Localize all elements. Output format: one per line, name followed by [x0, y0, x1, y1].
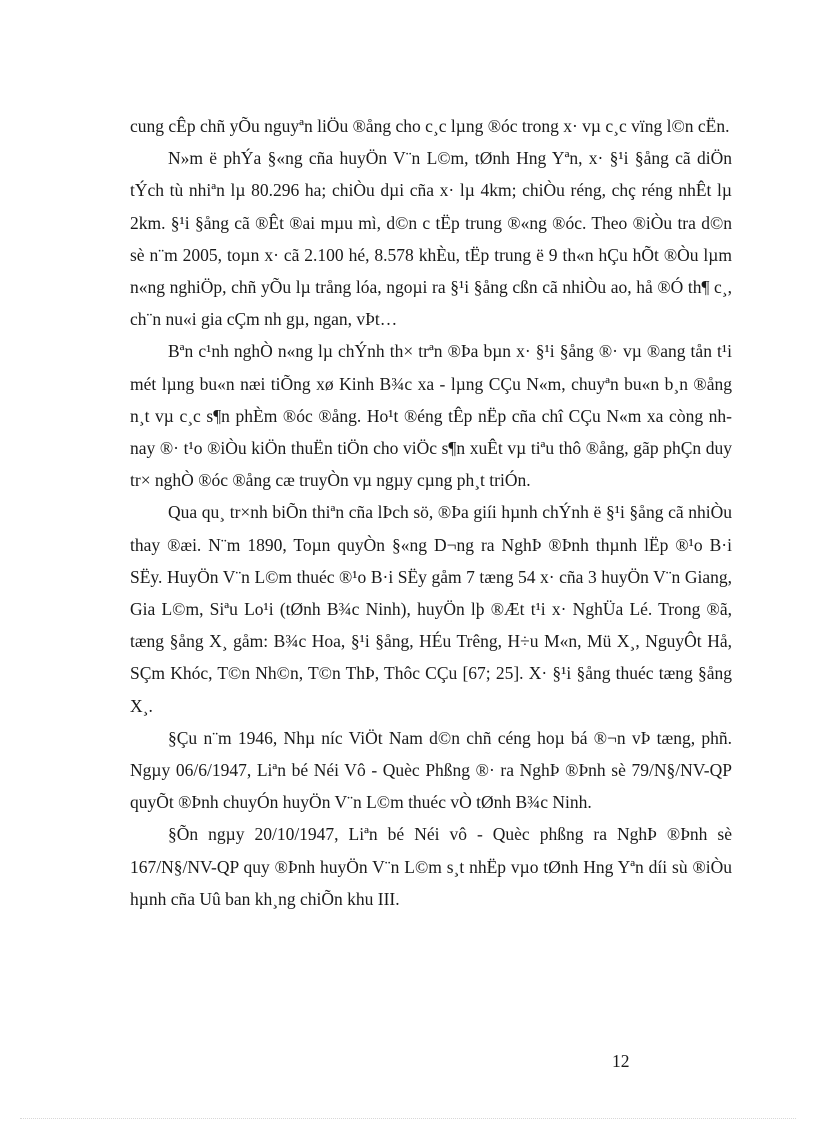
paragraph-6: §Õn ngµy 20/10/1947, Liªn bé Néi vô - Quèc phßng ra NghÞ ®Þnh sè 167/N§/NV-QP quy ®Þnh huyÖn V¨n L©m s¸t nhËp vµo tØnh Hng Yªn díi sù ®iÒu hµnh cña Uû ban kh¸ng chiÕn khu III.: [130, 824, 732, 909]
paragraph-1: cung cÊp chñ yÕu nguyªn liÖu ®ång cho c¸c lµng ®óc trong x· vµ c¸c vïng l©n cËn.: [130, 116, 730, 136]
body-text: [130, 110, 732, 915]
page-bottom-divider: [20, 1118, 796, 1119]
paragraph-3: Bªn c¹nh nghÒ n«ng lµ chÝnh th× trªn ®Þa bµn x· §¹i §ång ®· vµ ®ang tån t¹i mét lµng bu«n næi tiÕng xø Kinh B¾c xa - lµng CÇu N«m, chuyªn bu«n b¸n ®ång n¸t vµ c¸c s¶n phÈm ®óc ®ång. Ho¹t ®éng tÊp nËp cña chî CÇu N«m xa còng nh nay ®· t¹o ®iÒu kiÖn thuËn tiÖn cho viÖc s¶n xuÊt vµ tiªu thô ®ång, gãp phÇn duy tr× nghÒ ®óc ®ång cæ truyÒn vµ ngµy cµng ph¸t triÓn.: [130, 341, 732, 491]
page-number: 12: [612, 1051, 630, 1071]
paragraph-5: §Çu n¨m 1946, Nhµ níc ViÖt Nam d©n chñ céng hoµ bá ®¬n vÞ tæng, phñ. Ngµy 06/6/1947, Liªn bé Néi Vô - Quèc Phßng ®· ra NghÞ ®Þnh sè 79/N§/NV-QP quyÕt ®Þnh chuyÓn huyÖn V¨n L©m thuéc vÒ tØnh B¾c Ninh.: [130, 727, 732, 813]
paragraph-2: N»m ë phÝa §«ng cña huyÖn V¨n L©m, tØnh Hng Yªn, x· §¹i §ång cã diÖn tÝch tù nhiªn lµ 80.296 ha; chiÒu dµi cña x· lµ 4km; chiÒu réng, chç réng nhÊt lµ 2km. §¹i §ång cã ®Êt ®ai mµu mì, d©n c tËp trung ®«ng ®óc. Theo ®iÒu tra d©n sè n¨m 2005, toµn x· cã 2.100 hé, 8.578 khÈu, tËp trung ë 9 th«n hÇu hÕt ®Òu lµm n«ng nghiÖp, chñ yÕu lµ trång lóa, ngoµi ra §¹i §ång cßn cã nhiÒu ao, hå ®Ó th¶ c¸, ch¨n nu«i gia cÇm nh gµ, ngan, vÞt…: [130, 148, 732, 330]
paragraph-4: Qua qu¸ tr×nh biÕn thiªn cña lÞch sö, ®Þa giíi hµnh chÝnh ë §¹i §ång cã nhiÒu thay ®æi. N¨m 1890, Toµn quyÒn §«ng D¬ng ra NghÞ ®Þnh thµnh lËp ®¹o B·i SËy. HuyÖn V¨n L©m thuéc ®¹o B·i SËy gåm 7 tæng 54 x· cña 3 huyÖn V¨n Giang, Gia L©m, Siªu Lo¹i (tØnh B¾c Ninh), huyÖn lþ ®Æt t¹i x· NghÜa Lé. Trong ®ã, tæng §ång X¸ gåm: B¾c Hoa, §¹i §ång, HÉu Trêng, H÷u M«n, Mü X¸, NguyÔt Hå, SÇm Khóc, T©n Nh©n, T©n ThÞ, Thôc CÇu [67; 25]. X· §¹i §ång thuéc tæng §ång X¸.: [130, 502, 732, 716]
